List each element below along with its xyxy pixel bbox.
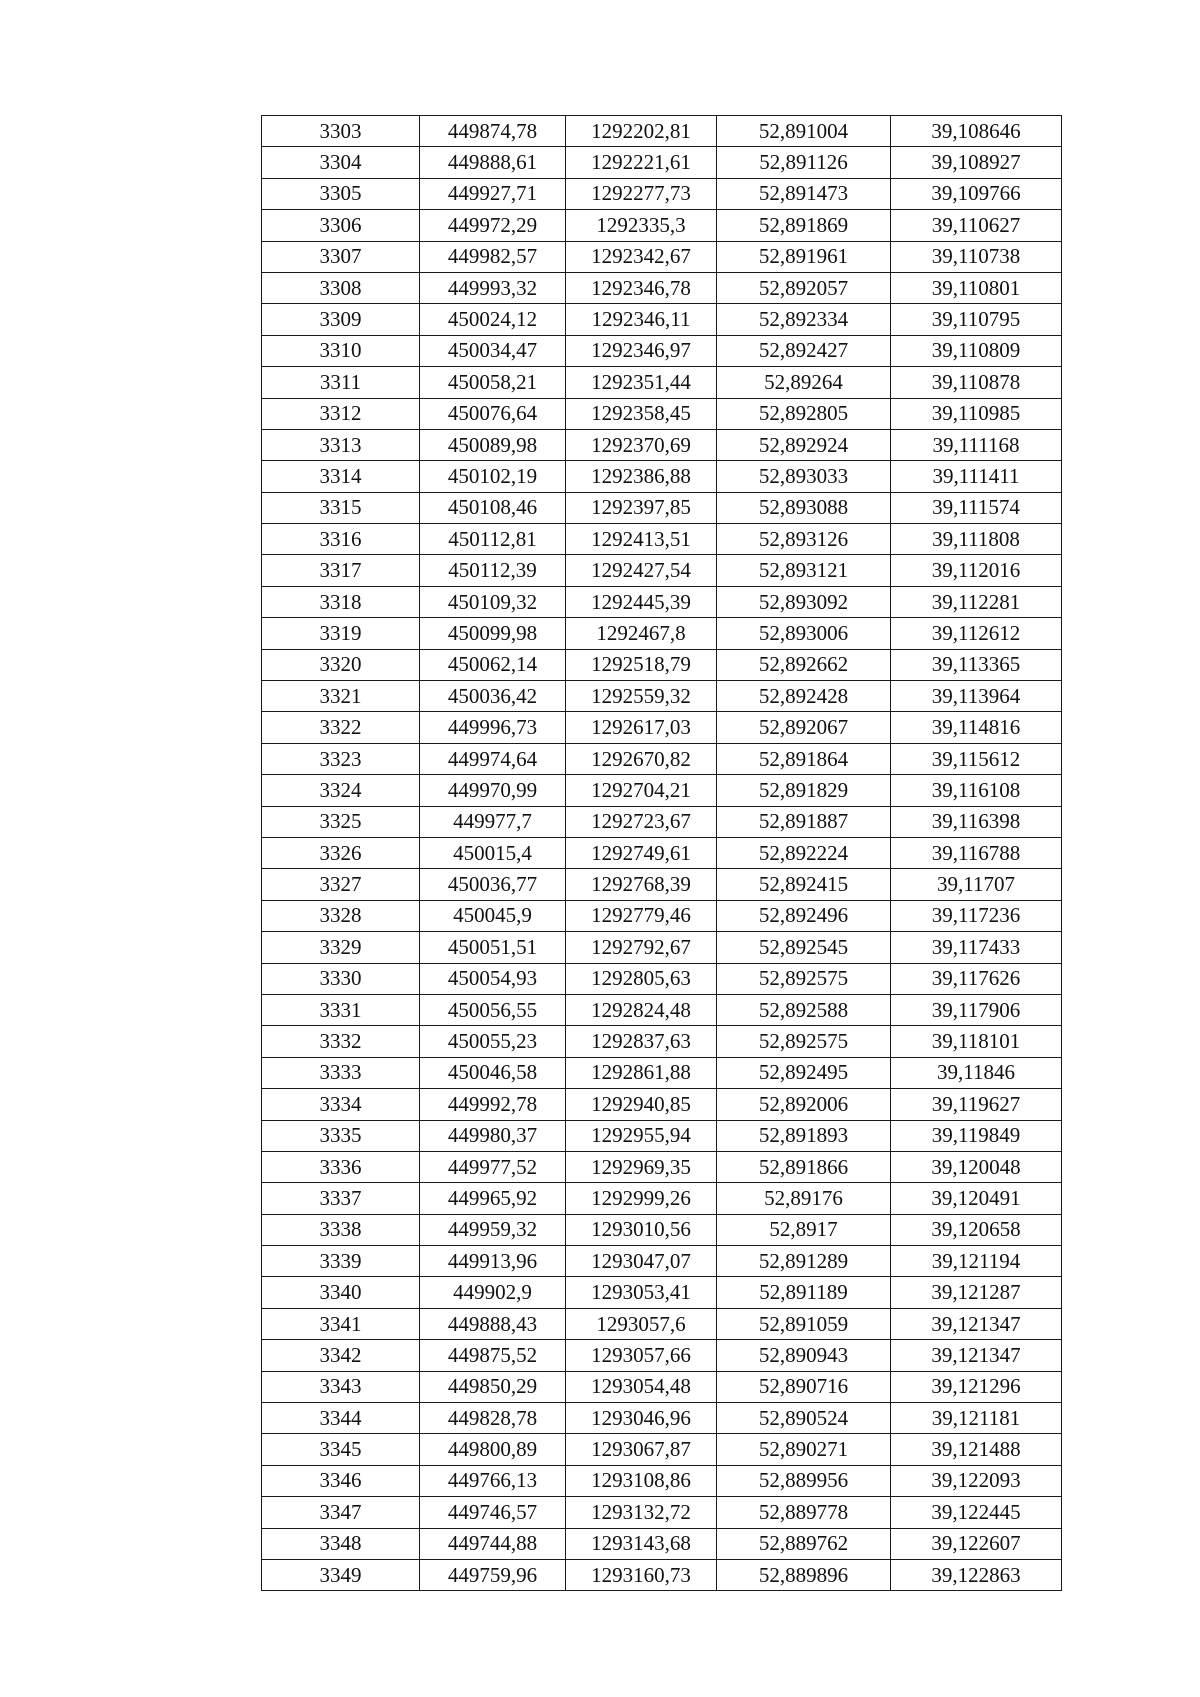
latitude-cell: 52,892805: [717, 398, 891, 429]
table-row: [262, 1089, 1062, 1120]
y-coordinate-cell: 1292940,85: [566, 1089, 717, 1120]
latitude-cell: 52,892496: [717, 900, 891, 931]
latitude-cell: 52,892575: [717, 1026, 891, 1057]
y-coordinate-cell: 1292346,78: [566, 272, 717, 303]
y-coordinate-cell: 1292805,63: [566, 963, 717, 994]
longitude-cell: 39,111574: [891, 492, 1062, 523]
longitude-cell: 39,120491: [891, 1183, 1062, 1214]
table-row: [262, 461, 1062, 492]
longitude-cell: 39,122607: [891, 1528, 1062, 1559]
latitude-cell: 52,893121: [717, 555, 891, 586]
point-number-cell: 3313: [262, 429, 420, 460]
latitude-cell: 52,891887: [717, 806, 891, 837]
longitude-cell: 39,115612: [891, 743, 1062, 774]
x-coordinate-cell: 450051,51: [420, 932, 566, 963]
longitude-cell: 39,113964: [891, 681, 1062, 712]
point-number-cell: 3336: [262, 1151, 420, 1182]
table-row: [262, 963, 1062, 994]
longitude-cell: 39,122445: [891, 1497, 1062, 1528]
y-coordinate-cell: 1292824,48: [566, 994, 717, 1025]
x-coordinate-cell: 450015,4: [420, 837, 566, 868]
table-row: [262, 900, 1062, 931]
longitude-cell: 39,108646: [891, 116, 1062, 147]
x-coordinate-cell: 449759,96: [420, 1559, 566, 1590]
point-number-cell: 3326: [262, 837, 420, 868]
latitude-cell: 52,893126: [717, 524, 891, 555]
table-row: [262, 1308, 1062, 1339]
latitude-cell: 52,892334: [717, 304, 891, 335]
point-number-cell: 3306: [262, 210, 420, 241]
point-number-cell: 3335: [262, 1120, 420, 1151]
x-coordinate-cell: 449977,7: [420, 806, 566, 837]
x-coordinate-cell: 450058,21: [420, 367, 566, 398]
table-row: [262, 335, 1062, 366]
point-number-cell: 3330: [262, 963, 420, 994]
latitude-cell: 52,892495: [717, 1057, 891, 1088]
x-coordinate-cell: 450024,12: [420, 304, 566, 335]
x-coordinate-cell: 449874,78: [420, 116, 566, 147]
point-number-cell: 3307: [262, 241, 420, 272]
longitude-cell: 39,117433: [891, 932, 1062, 963]
y-coordinate-cell: 1292837,63: [566, 1026, 717, 1057]
table-row: [262, 210, 1062, 241]
x-coordinate-cell: 449913,96: [420, 1246, 566, 1277]
y-coordinate-cell: 1292704,21: [566, 775, 717, 806]
x-coordinate-cell: 449970,99: [420, 775, 566, 806]
y-coordinate-cell: 1293108,86: [566, 1465, 717, 1496]
latitude-cell: 52,890943: [717, 1340, 891, 1371]
point-number-cell: 3327: [262, 869, 420, 900]
y-coordinate-cell: 1292397,85: [566, 492, 717, 523]
x-coordinate-cell: 450076,64: [420, 398, 566, 429]
x-coordinate-cell: 450099,98: [420, 618, 566, 649]
latitude-cell: 52,890271: [717, 1434, 891, 1465]
longitude-cell: 39,111411: [891, 461, 1062, 492]
table-row: [262, 304, 1062, 335]
point-number-cell: 3341: [262, 1308, 420, 1339]
y-coordinate-cell: 1292335,3: [566, 210, 717, 241]
longitude-cell: 39,117906: [891, 994, 1062, 1025]
longitude-cell: 39,122093: [891, 1465, 1062, 1496]
latitude-cell: 52,889956: [717, 1465, 891, 1496]
latitude-cell: 52,893033: [717, 461, 891, 492]
longitude-cell: 39,110627: [891, 210, 1062, 241]
latitude-cell: 52,892662: [717, 649, 891, 680]
table-row: [262, 1151, 1062, 1182]
x-coordinate-cell: 450045,9: [420, 900, 566, 931]
y-coordinate-cell: 1292277,73: [566, 178, 717, 209]
longitude-cell: 39,110878: [891, 367, 1062, 398]
table-row: [262, 272, 1062, 303]
table-row: [262, 1026, 1062, 1057]
point-number-cell: 3308: [262, 272, 420, 303]
point-number-cell: 3324: [262, 775, 420, 806]
point-number-cell: 3334: [262, 1089, 420, 1120]
table-row: [262, 116, 1062, 147]
table-row: [262, 241, 1062, 272]
point-number-cell: 3304: [262, 147, 420, 178]
y-coordinate-cell: 1292202,81: [566, 116, 717, 147]
table-row: [262, 524, 1062, 555]
y-coordinate-cell: 1293047,07: [566, 1246, 717, 1277]
table-row: [262, 367, 1062, 398]
y-coordinate-cell: 1292518,79: [566, 649, 717, 680]
longitude-cell: 39,109766: [891, 178, 1062, 209]
table-row: [262, 743, 1062, 774]
longitude-cell: 39,121488: [891, 1434, 1062, 1465]
latitude-cell: 52,891869: [717, 210, 891, 241]
point-number-cell: 3340: [262, 1277, 420, 1308]
y-coordinate-cell: 1292861,88: [566, 1057, 717, 1088]
point-number-cell: 3347: [262, 1497, 420, 1528]
y-coordinate-cell: 1292427,54: [566, 555, 717, 586]
longitude-cell: 39,111168: [891, 429, 1062, 460]
table-row: [262, 1120, 1062, 1151]
latitude-cell: 52,889762: [717, 1528, 891, 1559]
y-coordinate-cell: 1292779,46: [566, 900, 717, 931]
longitude-cell: 39,113365: [891, 649, 1062, 680]
x-coordinate-cell: 449888,43: [420, 1308, 566, 1339]
x-coordinate-cell: 449996,73: [420, 712, 566, 743]
longitude-cell: 39,121287: [891, 1277, 1062, 1308]
table-row: [262, 869, 1062, 900]
table-row: [262, 1246, 1062, 1277]
x-coordinate-cell: 450036,77: [420, 869, 566, 900]
latitude-cell: 52,893088: [717, 492, 891, 523]
x-coordinate-cell: 450102,19: [420, 461, 566, 492]
y-coordinate-cell: 1293053,41: [566, 1277, 717, 1308]
point-number-cell: 3337: [262, 1183, 420, 1214]
x-coordinate-cell: 450046,58: [420, 1057, 566, 1088]
x-coordinate-cell: 450108,46: [420, 492, 566, 523]
longitude-cell: 39,121296: [891, 1371, 1062, 1402]
point-number-cell: 3305: [262, 178, 420, 209]
x-coordinate-cell: 450089,98: [420, 429, 566, 460]
table-row: [262, 681, 1062, 712]
longitude-cell: 39,116108: [891, 775, 1062, 806]
table-row: [262, 932, 1062, 963]
latitude-cell: 52,891004: [717, 116, 891, 147]
table-row: [262, 1528, 1062, 1559]
longitude-cell: 39,110809: [891, 335, 1062, 366]
point-number-cell: 3331: [262, 994, 420, 1025]
latitude-cell: 52,891289: [717, 1246, 891, 1277]
longitude-cell: 39,120658: [891, 1214, 1062, 1245]
table-row: [262, 1340, 1062, 1371]
x-coordinate-cell: 449993,32: [420, 272, 566, 303]
y-coordinate-cell: 1293054,48: [566, 1371, 717, 1402]
y-coordinate-cell: 1293057,66: [566, 1340, 717, 1371]
table-row: [262, 1559, 1062, 1590]
latitude-cell: 52,890524: [717, 1403, 891, 1434]
table-row: [262, 837, 1062, 868]
x-coordinate-cell: 449902,9: [420, 1277, 566, 1308]
point-number-cell: 3333: [262, 1057, 420, 1088]
point-number-cell: 3342: [262, 1340, 420, 1371]
latitude-cell: 52,891189: [717, 1277, 891, 1308]
point-number-cell: 3325: [262, 806, 420, 837]
point-number-cell: 3345: [262, 1434, 420, 1465]
point-number-cell: 3319: [262, 618, 420, 649]
x-coordinate-cell: 450036,42: [420, 681, 566, 712]
longitude-cell: 39,112612: [891, 618, 1062, 649]
table-row: [262, 1057, 1062, 1088]
latitude-cell: 52,893006: [717, 618, 891, 649]
y-coordinate-cell: 1293010,56: [566, 1214, 717, 1245]
longitude-cell: 39,121347: [891, 1340, 1062, 1371]
longitude-cell: 39,118101: [891, 1026, 1062, 1057]
table-row: [262, 712, 1062, 743]
x-coordinate-cell: 449980,37: [420, 1120, 566, 1151]
latitude-cell: 52,892575: [717, 963, 891, 994]
table-row: [262, 1434, 1062, 1465]
point-number-cell: 3317: [262, 555, 420, 586]
x-coordinate-cell: 450112,81: [420, 524, 566, 555]
y-coordinate-cell: 1292723,67: [566, 806, 717, 837]
table-row: [262, 649, 1062, 680]
latitude-cell: 52,891961: [717, 241, 891, 272]
x-coordinate-cell: 450056,55: [420, 994, 566, 1025]
longitude-cell: 39,122863: [891, 1559, 1062, 1590]
table-row: [262, 775, 1062, 806]
y-coordinate-cell: 1292413,51: [566, 524, 717, 555]
longitude-cell: 39,110738: [891, 241, 1062, 272]
latitude-cell: 52,89264: [717, 367, 891, 398]
x-coordinate-cell: 449927,71: [420, 178, 566, 209]
y-coordinate-cell: 1292346,11: [566, 304, 717, 335]
x-coordinate-cell: 450062,14: [420, 649, 566, 680]
latitude-cell: 52,892428: [717, 681, 891, 712]
point-number-cell: 3309: [262, 304, 420, 335]
point-number-cell: 3314: [262, 461, 420, 492]
point-number-cell: 3344: [262, 1403, 420, 1434]
point-number-cell: 3318: [262, 586, 420, 617]
y-coordinate-cell: 1292467,8: [566, 618, 717, 649]
latitude-cell: 52,889896: [717, 1559, 891, 1590]
longitude-cell: 39,114816: [891, 712, 1062, 743]
x-coordinate-cell: 450109,32: [420, 586, 566, 617]
point-number-cell: 3349: [262, 1559, 420, 1590]
point-number-cell: 3346: [262, 1465, 420, 1496]
table-row: [262, 806, 1062, 837]
point-number-cell: 3329: [262, 932, 420, 963]
point-number-cell: 3310: [262, 335, 420, 366]
longitude-cell: 39,11707: [891, 869, 1062, 900]
y-coordinate-cell: 1293160,73: [566, 1559, 717, 1590]
latitude-cell: 52,892057: [717, 272, 891, 303]
y-coordinate-cell: 1292559,32: [566, 681, 717, 712]
table-row: [262, 1497, 1062, 1528]
x-coordinate-cell: 449974,64: [420, 743, 566, 774]
longitude-cell: 39,119849: [891, 1120, 1062, 1151]
table-row: [262, 555, 1062, 586]
x-coordinate-cell: 449744,88: [420, 1528, 566, 1559]
latitude-cell: 52,889778: [717, 1497, 891, 1528]
coordinates-table: [261, 115, 1062, 1591]
longitude-cell: 39,11846: [891, 1057, 1062, 1088]
longitude-cell: 39,121194: [891, 1246, 1062, 1277]
latitude-cell: 52,8917: [717, 1214, 891, 1245]
y-coordinate-cell: 1292670,82: [566, 743, 717, 774]
point-number-cell: 3303: [262, 116, 420, 147]
y-coordinate-cell: 1293143,68: [566, 1528, 717, 1559]
y-coordinate-cell: 1293057,6: [566, 1308, 717, 1339]
y-coordinate-cell: 1292342,67: [566, 241, 717, 272]
latitude-cell: 52,892006: [717, 1089, 891, 1120]
point-number-cell: 3339: [262, 1246, 420, 1277]
y-coordinate-cell: 1293046,96: [566, 1403, 717, 1434]
latitude-cell: 52,890716: [717, 1371, 891, 1402]
point-number-cell: 3312: [262, 398, 420, 429]
table-row: [262, 147, 1062, 178]
longitude-cell: 39,117236: [891, 900, 1062, 931]
longitude-cell: 39,121181: [891, 1403, 1062, 1434]
table-row: [262, 492, 1062, 523]
point-number-cell: 3332: [262, 1026, 420, 1057]
latitude-cell: 52,892415: [717, 869, 891, 900]
point-number-cell: 3311: [262, 367, 420, 398]
y-coordinate-cell: 1292955,94: [566, 1120, 717, 1151]
longitude-cell: 39,108927: [891, 147, 1062, 178]
y-coordinate-cell: 1292445,39: [566, 586, 717, 617]
latitude-cell: 52,892067: [717, 712, 891, 743]
point-number-cell: 3343: [262, 1371, 420, 1402]
longitude-cell: 39,110795: [891, 304, 1062, 335]
y-coordinate-cell: 1292370,69: [566, 429, 717, 460]
latitude-cell: 52,891829: [717, 775, 891, 806]
longitude-cell: 39,117626: [891, 963, 1062, 994]
longitude-cell: 39,116398: [891, 806, 1062, 837]
x-coordinate-cell: 449828,78: [420, 1403, 566, 1434]
x-coordinate-cell: 450034,47: [420, 335, 566, 366]
x-coordinate-cell: 450112,39: [420, 555, 566, 586]
longitude-cell: 39,120048: [891, 1151, 1062, 1182]
coordinates-table-body: [262, 116, 1062, 1591]
x-coordinate-cell: 449875,52: [420, 1340, 566, 1371]
table-row: [262, 1465, 1062, 1496]
latitude-cell: 52,892545: [717, 932, 891, 963]
table-row: [262, 429, 1062, 460]
point-number-cell: 3338: [262, 1214, 420, 1245]
y-coordinate-cell: 1292999,26: [566, 1183, 717, 1214]
x-coordinate-cell: 449800,89: [420, 1434, 566, 1465]
x-coordinate-cell: 450055,23: [420, 1026, 566, 1057]
x-coordinate-cell: 449972,29: [420, 210, 566, 241]
y-coordinate-cell: 1292386,88: [566, 461, 717, 492]
x-coordinate-cell: 449959,32: [420, 1214, 566, 1245]
x-coordinate-cell: 449888,61: [420, 147, 566, 178]
x-coordinate-cell: 449982,57: [420, 241, 566, 272]
x-coordinate-cell: 449850,29: [420, 1371, 566, 1402]
y-coordinate-cell: 1293132,72: [566, 1497, 717, 1528]
point-number-cell: 3328: [262, 900, 420, 931]
point-number-cell: 3315: [262, 492, 420, 523]
table-row: [262, 618, 1062, 649]
table-row: [262, 398, 1062, 429]
latitude-cell: 52,891059: [717, 1308, 891, 1339]
latitude-cell: 52,891893: [717, 1120, 891, 1151]
longitude-cell: 39,110985: [891, 398, 1062, 429]
y-coordinate-cell: 1292792,67: [566, 932, 717, 963]
y-coordinate-cell: 1292346,97: [566, 335, 717, 366]
x-coordinate-cell: 450054,93: [420, 963, 566, 994]
longitude-cell: 39,112016: [891, 555, 1062, 586]
latitude-cell: 52,89176: [717, 1183, 891, 1214]
longitude-cell: 39,116788: [891, 837, 1062, 868]
x-coordinate-cell: 449746,57: [420, 1497, 566, 1528]
latitude-cell: 52,893092: [717, 586, 891, 617]
longitude-cell: 39,121347: [891, 1308, 1062, 1339]
table-row: [262, 586, 1062, 617]
latitude-cell: 52,892924: [717, 429, 891, 460]
table-row: [262, 1214, 1062, 1245]
y-coordinate-cell: 1292358,45: [566, 398, 717, 429]
point-number-cell: 3320: [262, 649, 420, 680]
latitude-cell: 52,891864: [717, 743, 891, 774]
longitude-cell: 39,119627: [891, 1089, 1062, 1120]
table-row: [262, 1277, 1062, 1308]
x-coordinate-cell: 449992,78: [420, 1089, 566, 1120]
latitude-cell: 52,891126: [717, 147, 891, 178]
point-number-cell: 3321: [262, 681, 420, 712]
y-coordinate-cell: 1292749,61: [566, 837, 717, 868]
table-row: [262, 1371, 1062, 1402]
table-row: [262, 178, 1062, 209]
y-coordinate-cell: 1292351,44: [566, 367, 717, 398]
y-coordinate-cell: 1293067,87: [566, 1434, 717, 1465]
latitude-cell: 52,892588: [717, 994, 891, 1025]
latitude-cell: 52,892224: [717, 837, 891, 868]
point-number-cell: 3316: [262, 524, 420, 555]
x-coordinate-cell: 449766,13: [420, 1465, 566, 1496]
longitude-cell: 39,110801: [891, 272, 1062, 303]
table-row: [262, 1403, 1062, 1434]
latitude-cell: 52,892427: [717, 335, 891, 366]
x-coordinate-cell: 449965,92: [420, 1183, 566, 1214]
longitude-cell: 39,112281: [891, 586, 1062, 617]
x-coordinate-cell: 449977,52: [420, 1151, 566, 1182]
point-number-cell: 3322: [262, 712, 420, 743]
point-number-cell: 3348: [262, 1528, 420, 1559]
y-coordinate-cell: 1292768,39: [566, 869, 717, 900]
table-row: [262, 994, 1062, 1025]
y-coordinate-cell: 1292969,35: [566, 1151, 717, 1182]
latitude-cell: 52,891866: [717, 1151, 891, 1182]
latitude-cell: 52,891473: [717, 178, 891, 209]
longitude-cell: 39,111808: [891, 524, 1062, 555]
table-row: [262, 1183, 1062, 1214]
y-coordinate-cell: 1292221,61: [566, 147, 717, 178]
y-coordinate-cell: 1292617,03: [566, 712, 717, 743]
point-number-cell: 3323: [262, 743, 420, 774]
